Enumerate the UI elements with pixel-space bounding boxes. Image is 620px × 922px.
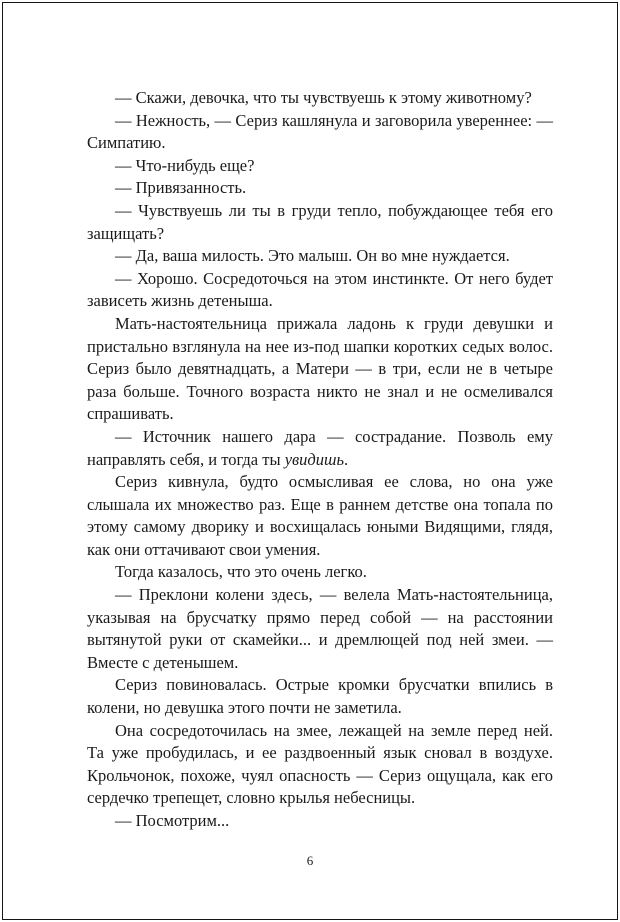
paragraph: Сериз повиновалась. Острые кромки брусчатки впились в колени, но девушка этого почти не заметила. xyxy=(87,675,553,718)
paragraph: Тогда казалось, что это очень легко. xyxy=(115,562,367,582)
paragraph: — Хорошо. Сосредоточься на этом инстинкте. От него будет зависеть жизнь детеныша. xyxy=(87,268,553,311)
paragraph: Она сосредоточилась на змее, лежащей на земле перед ней. Та уже пробудилась, и ее раздвоенный язык сновал в воздухе. Крольчонок, похоже, чуял опасность — Сериз ощущала, как его сердечко трепещет, словно крылья небесницы. xyxy=(87,720,553,808)
paragraph: Сериз кивнула, будто осмысливая ее слова, но она уже слышала их множество раз. Еще в раннем детстве она топала по этому самому дворику и восхищалась юными Видящими, глядя, как они оттачивают свои умения. xyxy=(87,472,553,559)
paragraph xyxy=(87,426,553,471)
paragraph: — Нежность, — Сериз кашлянула и заговорила увереннее: — Симпатию. xyxy=(87,110,553,153)
paragraph: — Скажи, девочка, что ты чувствуешь к этому животному? xyxy=(115,88,532,107)
paragraph-text: — Источник нашего дара — сострадание. Позволь ему направлять себя, и тогда ты xyxy=(87,426,553,469)
paragraph-text: . xyxy=(343,449,349,469)
paragraph: — Да, ваша милость. Это малыш. Он во мне нуждается. xyxy=(115,246,510,266)
paragraph: — Что-нибудь еще? xyxy=(115,155,255,175)
paragraph: — Преклони колени здесь, — велела Мать-настоятельница, указывая на брусчатку прямо перед собой — на расстоянии вытянутой руки от скамейки... и дремлющей под ней змеи. — Вместе с детенышем. xyxy=(87,585,553,672)
text-block xyxy=(87,87,553,833)
paragraph: — Посмотрим... xyxy=(115,811,230,830)
paragraph: Мать-настоятельница прижала ладонь к груди девушки и пристально взглянула на нее из-под шапки коротких седых волос. Сериз было девятнадцать, а Матери — в три, если не в четыре раза больше. Точного возраста никто не знал и не осмеливался спрашивать. xyxy=(87,313,553,424)
italic-word: увидишь xyxy=(284,449,344,469)
page-number: 6 xyxy=(306,853,314,868)
page-border xyxy=(2,2,618,920)
paragraph: — Привязанность. xyxy=(115,178,247,198)
paragraph: — Чувствуешь ли ты в груди тепло, побуждающее тебя его защищать? xyxy=(87,200,553,243)
